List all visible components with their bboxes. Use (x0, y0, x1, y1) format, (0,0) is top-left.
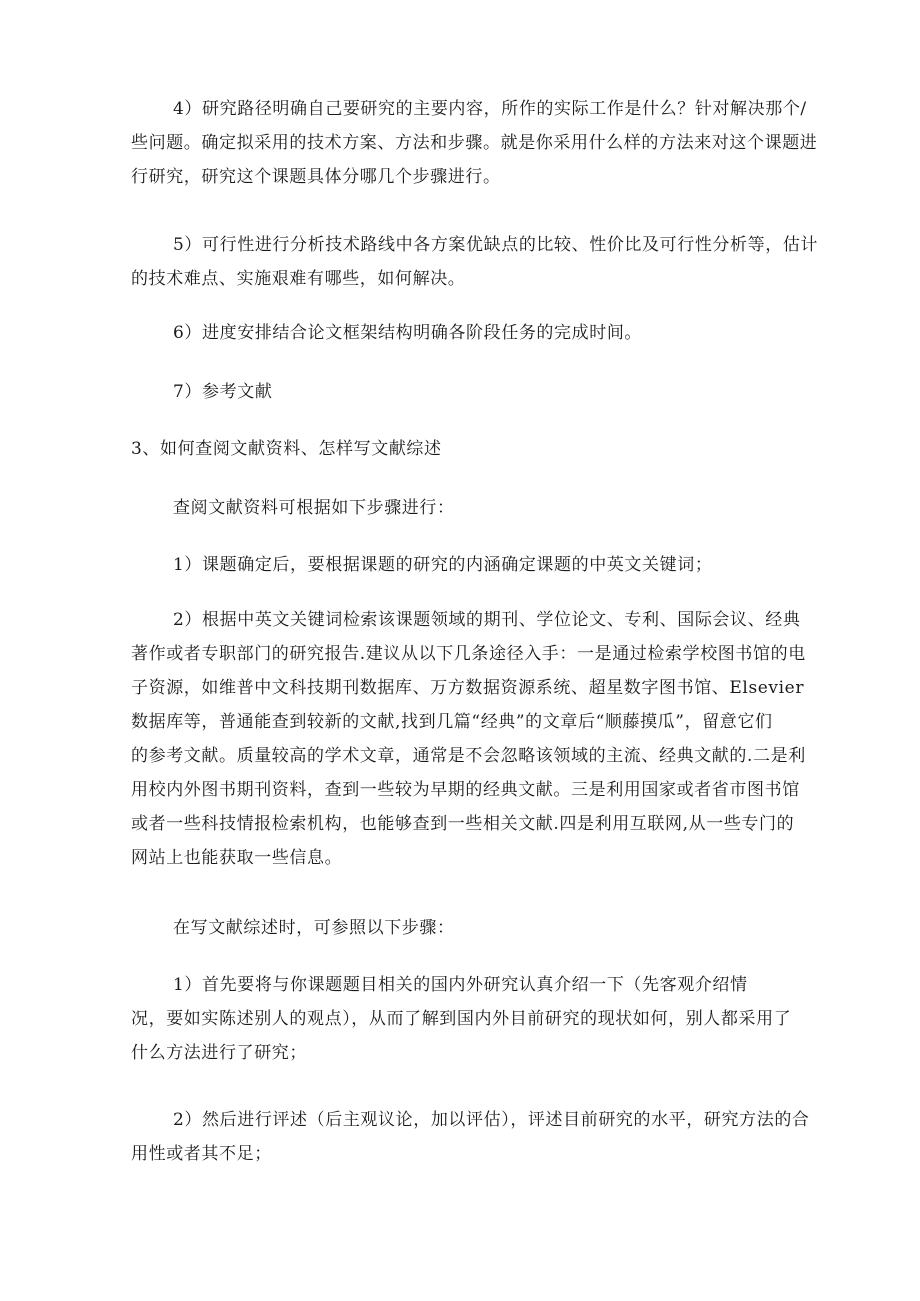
text-line: 7）参考文献 (173, 382, 273, 402)
text-line: 用性或者其不足； (131, 1144, 272, 1164)
text-line: 用校内外图书期刊资料，查到一些较为早期的经典文献。三是利用国家或者省市图书馆 (131, 780, 800, 800)
text-line: 些问题。确定拟采用的技术方案、方法和步骤。就是你采用什么样的方法来对这个课题进 (131, 133, 818, 153)
text-line: 6）进度安排结合论文框架结构明确各阶段任务的完成时间。 (173, 323, 643, 343)
text-line: 什么方法进行了研究； (131, 1043, 307, 1063)
text-line: 2）根据中英文关键词检索该课题领域的期刊、学位论文、专利、国际会议、经典 (173, 610, 801, 630)
text-line: 的技术难点、实施艰难有哪些，如何解决。 (131, 269, 466, 289)
paragraph-lookup-intro (131, 491, 811, 525)
text-line: 4）研究路径明确自己要研究的主要内容，所作的实际工作是什么？针对解决那个/ (173, 99, 807, 119)
text-line: 行研究，研究这个课题具体分哪几个步骤进行。 (131, 167, 501, 187)
paragraph-schedule (131, 316, 811, 350)
paragraph-review-intro (131, 911, 811, 945)
paragraph-feasibility (131, 228, 819, 296)
paragraph-research-path (131, 92, 818, 194)
text-line: 5）可行性进行分析技术路线中各方案优缺点的比较、性价比及可行性分析等，估计 (173, 235, 819, 255)
text-line: 或者一些科技情报检索机构，也能够查到一些相关文献.四是利用互联网,从一些专门的 (131, 814, 795, 834)
paragraph-references (131, 375, 811, 409)
text-line: 网站上也能获取一些信息。 (131, 848, 343, 868)
text-line: 1）课题确定后，要根据课题的研究的内涵确定课题的中英文关键词； (173, 555, 713, 575)
text-line: 2）然后进行评述（后主观议论，加以评估），评述目前研究的水平，研究方法的合 (173, 1110, 810, 1130)
section-heading (131, 432, 811, 466)
text-line: 著作或者专职部门的研究报告.建议从以下几条途径入手：一是通过检索学校图书馆的电 (131, 644, 806, 664)
text-line: 数据库等，普通能查到较新的文献,找到几篇“经典”的文章后“顺藤摸瓜”，留意它们 (131, 712, 773, 732)
text-line: 在写文献综述时，可参照以下步骤： (173, 918, 455, 938)
paragraph-step-search (131, 603, 811, 875)
paragraph-review-step2 (131, 1103, 811, 1171)
text-line: 查阅文献资料可根据如下步骤进行： (173, 498, 455, 518)
text-line: 子资源，如维普中文科技期刊数据库、万方数据资源系统、超星数字图书馆、Elsevier (131, 678, 805, 698)
text-line: 况，要如实陈述别人的观点），从而了解到国内外目前研究的现状如何，别人都采用了 (131, 1009, 792, 1029)
paragraph-step-keywords (131, 548, 811, 582)
text-line: 的参考文献。质量较高的学术文章，通常是不会忽略该领域的主流、经典文献的.二是利 (131, 746, 806, 766)
text-line: 3、如何查阅文献资料、怎样写文献综述 (131, 439, 442, 459)
paragraph-review-step1 (131, 968, 811, 1070)
text-line: 1）首先要将与你课题题目相关的国内外研究认真介绍一下（先客观介绍情 (173, 975, 748, 995)
